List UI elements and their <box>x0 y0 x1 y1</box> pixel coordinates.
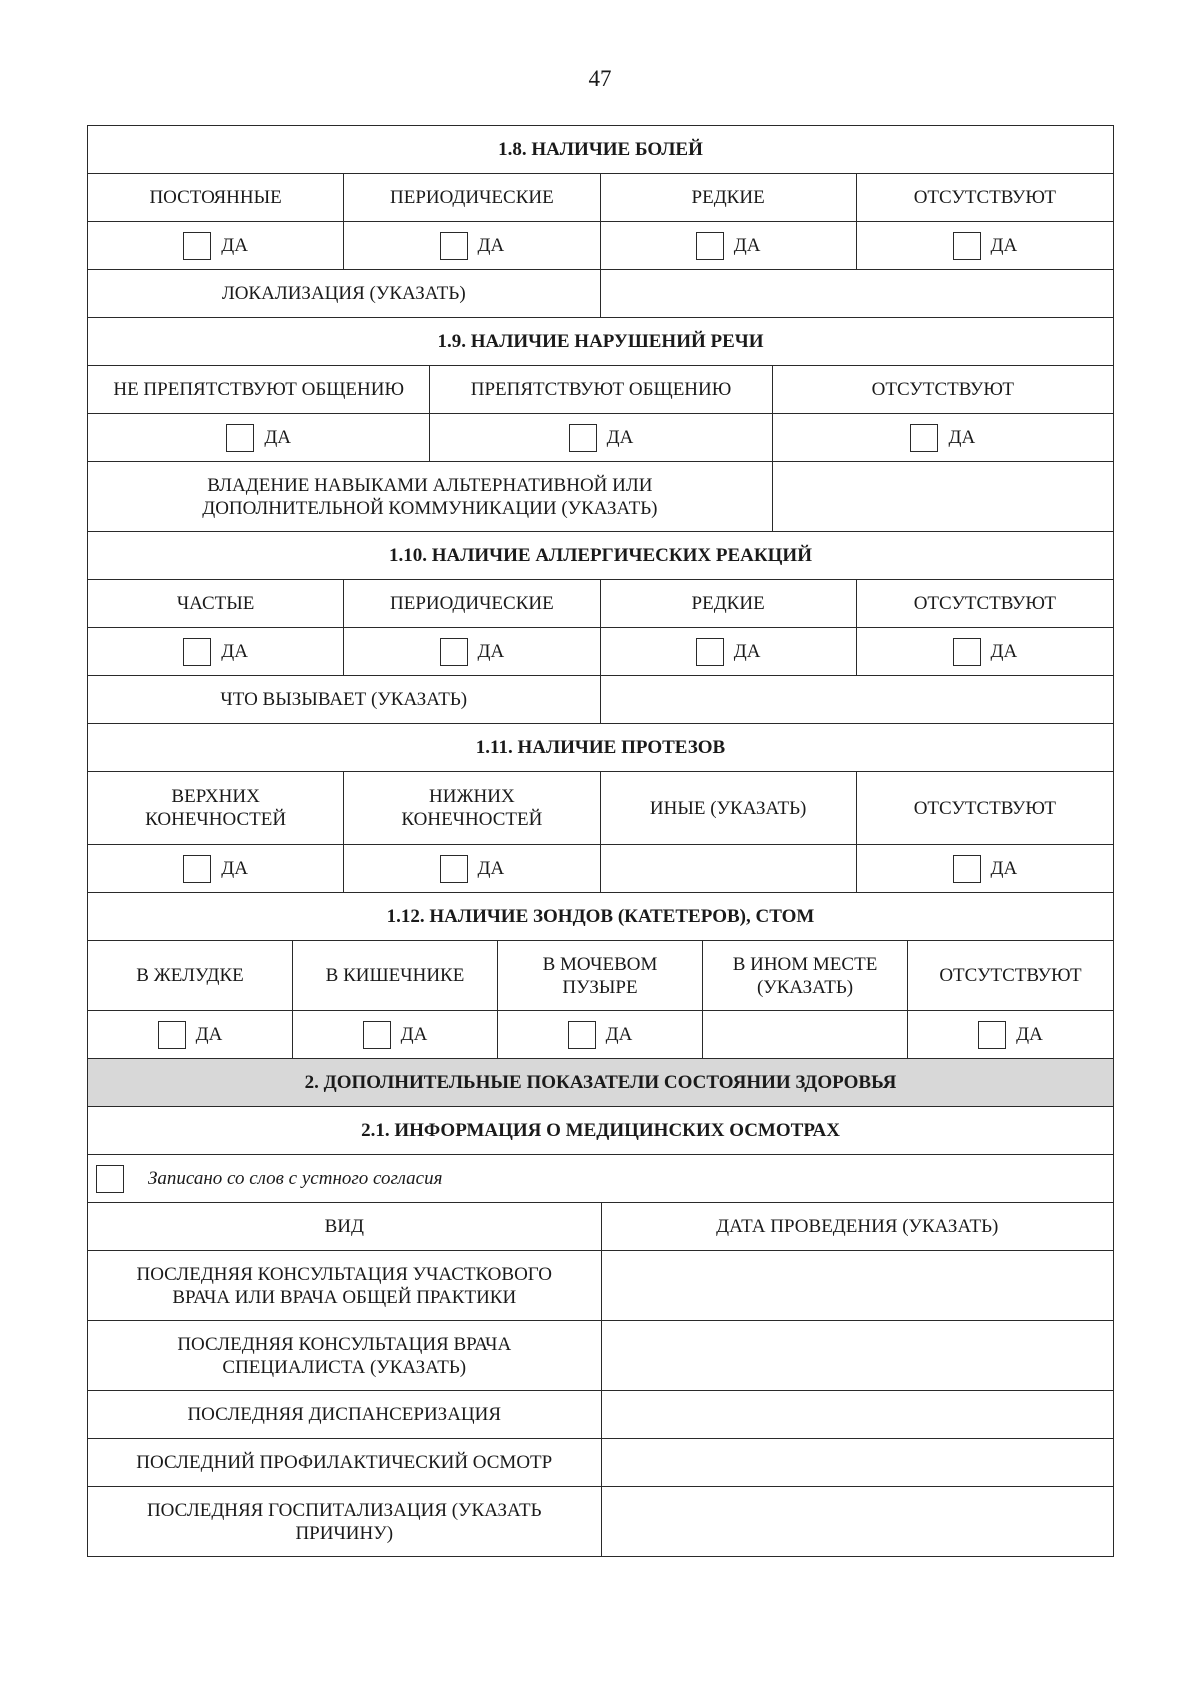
exam-date-field[interactable] <box>602 1251 1113 1320</box>
cause-label: ЧТО ВЫЗЫВАЕТ (УКАЗАТЬ) <box>88 676 601 723</box>
yes-label: ДА <box>948 427 976 448</box>
exam-row <box>87 1250 1114 1320</box>
yes-option <box>857 845 1113 892</box>
column-header: ПРЕПЯТСТВУЮТ ОБЩЕНИЮ <box>430 366 772 413</box>
section-title: 1.10. НАЛИЧИЕ АЛЛЕРГИЧЕСКИХ РЕАКЦИЙ <box>389 545 812 566</box>
label-line: ПРИЧИНУ) <box>295 1522 394 1544</box>
column-header: ПЕРИОДИЧЕСКИЕ <box>344 580 600 627</box>
checkbox[interactable] <box>158 1021 186 1049</box>
exam-row <box>87 1438 1114 1486</box>
label-line: В ИНОМ МЕСТЕ <box>732 953 878 975</box>
yes-option <box>857 222 1113 269</box>
checkbox[interactable] <box>440 232 468 260</box>
checkbox[interactable] <box>953 855 981 883</box>
yes-label: ДА <box>606 427 634 448</box>
section-1-8-columns <box>87 173 1114 221</box>
localization-field[interactable] <box>601 270 1114 317</box>
section-title: 1.11. НАЛИЧИЕ ПРОТЕЗОВ <box>475 737 726 758</box>
checkbox[interactable] <box>183 638 211 666</box>
column-header: ОТСУТСТВУЮТ <box>913 797 1057 819</box>
column-header: В ЖЕЛУДКЕ <box>88 941 293 1010</box>
page-number: 47 <box>588 66 612 91</box>
exam-type: ПОСЛЕДНЯЯ ДИСПАНСЕРИЗАЦИЯ <box>88 1391 602 1438</box>
yes-option <box>773 414 1113 461</box>
checkbox[interactable] <box>440 855 468 883</box>
yes-option <box>88 1011 293 1058</box>
label-line: СПЕЦИАЛИСТА (УКАЗАТЬ) <box>222 1356 467 1378</box>
exam-date-field[interactable] <box>602 1487 1113 1556</box>
yes-label: ДА <box>1016 1024 1043 1045</box>
section-1-10-cause <box>87 675 1114 723</box>
column-header: ОТСУТСТВУЮТ <box>871 379 1014 400</box>
checkbox[interactable] <box>183 232 211 260</box>
column-header: ОТСУТСТВУЮТ <box>939 965 1082 986</box>
alt-communication-label <box>88 462 773 531</box>
yes-option <box>88 845 344 892</box>
yes-option <box>344 845 600 892</box>
yes-label: ДА <box>400 1024 428 1045</box>
exam-date-field[interactable] <box>602 1391 1113 1438</box>
yes-label: ДА <box>477 235 505 256</box>
column-header <box>88 772 344 844</box>
exam-row <box>87 1486 1114 1557</box>
section-1-9-alt-communication <box>87 461 1114 531</box>
column-header: ДАТА ПРОВЕДЕНИЯ (УКАЗАТЬ) <box>716 1216 999 1237</box>
section-1-9-columns <box>87 365 1114 413</box>
column-header: ИНЫЕ (УКАЗАТЬ) <box>601 772 857 844</box>
column-header: РЕДКИЕ <box>601 580 857 627</box>
cause-field[interactable] <box>601 676 1114 723</box>
yes-label: ДА <box>477 858 505 879</box>
yes-option <box>857 628 1113 675</box>
exams-table-header <box>87 1202 1114 1250</box>
yes-label: ДА <box>221 641 248 662</box>
label-line: НИЖНИХ <box>429 786 515 807</box>
section-1-11-answers <box>87 844 1114 892</box>
label-line: ВЛАДЕНИЕ НАВЫКАМИ АЛЬТЕРНАТИВНОЙ ИЛИ <box>207 474 653 496</box>
yes-label: ДА <box>605 1024 633 1045</box>
section-1-10-columns <box>87 579 1114 627</box>
yes-label: ДА <box>221 858 248 879</box>
yes-option <box>88 628 344 675</box>
consent-option <box>88 1155 1113 1202</box>
checkbox[interactable] <box>363 1021 391 1049</box>
checkbox[interactable] <box>226 424 254 452</box>
section-1-9-answers <box>87 413 1114 461</box>
health-form <box>87 125 1114 1557</box>
exam-date-field[interactable] <box>602 1439 1113 1486</box>
column-header <box>498 941 703 1010</box>
column-header: РЕДКИЕ <box>601 174 857 221</box>
checkbox[interactable] <box>568 1021 596 1049</box>
yes-label: ДА <box>195 1024 223 1045</box>
label-line: ВЕРХНИХ <box>171 786 260 807</box>
checkbox[interactable] <box>953 638 981 666</box>
consent-row <box>87 1154 1114 1202</box>
alt-communication-field[interactable] <box>773 462 1113 531</box>
checkbox[interactable] <box>953 232 981 260</box>
checkbox[interactable] <box>569 424 597 452</box>
yes-option <box>88 414 430 461</box>
section-1-11-columns <box>87 771 1114 844</box>
exam-type: ПОСЛЕДНИЙ ПРОФИЛАКТИЧЕСКИЙ ОСМОТР <box>88 1439 602 1486</box>
section-1-12-answers <box>87 1010 1114 1058</box>
other-prosthesis-field[interactable] <box>601 845 857 892</box>
label-line: ПОСЛЕДНЯЯ ГОСПИТАЛИЗАЦИЯ (УКАЗАТЬ <box>146 1499 542 1521</box>
exam-type <box>88 1321 602 1390</box>
yes-label: ДА <box>990 235 1018 256</box>
section-1-8-answers <box>87 221 1114 269</box>
yes-label: ДА <box>990 858 1018 879</box>
section-1-8-localization <box>87 269 1114 317</box>
label-line: ПУЗЫРЕ <box>562 976 638 998</box>
checkbox[interactable] <box>978 1021 1006 1049</box>
section-1-10-header <box>87 531 1114 579</box>
yes-option <box>498 1011 703 1058</box>
yes-option <box>344 628 600 675</box>
yes-label: ДА <box>733 235 761 256</box>
exam-type <box>88 1251 602 1320</box>
section-title: 1.12. НАЛИЧИЕ ЗОНДОВ (КАТЕТЕРОВ), СТОМ <box>386 906 815 927</box>
exam-date-field[interactable] <box>602 1321 1113 1390</box>
label-line: ПОСЛЕДНЯЯ КОНСУЛЬТАЦИЯ ВРАЧА <box>177 1333 512 1355</box>
section-1-8-header <box>87 125 1114 173</box>
yes-option <box>601 222 857 269</box>
column-header: ОТСУТСТВУЮТ <box>913 593 1057 614</box>
label-line: КОНЕЧНОСТЕЙ <box>401 809 543 830</box>
yes-option <box>430 414 772 461</box>
checkbox[interactable] <box>696 638 724 666</box>
yes-label: ДА <box>264 427 292 448</box>
label-line: (УКАЗАТЬ) <box>756 976 854 998</box>
section-title: 1.8. НАЛИЧИЕ БОЛЕЙ <box>498 139 703 160</box>
label-line: ДОПОЛНИТЕЛЬНОЙ КОММУНИКАЦИИ (УКАЗАТЬ) <box>202 497 658 519</box>
section-1-12-columns <box>87 940 1114 1010</box>
consent-checkbox[interactable] <box>96 1165 124 1193</box>
label-line: В МОЧЕВОМ <box>542 953 658 975</box>
column-header: ПОСТОЯННЫЕ <box>88 174 344 221</box>
column-header: ОТСУТСТВУЮТ <box>913 187 1057 208</box>
column-header <box>703 941 908 1010</box>
yes-option <box>601 628 857 675</box>
yes-label: ДА <box>477 641 505 662</box>
section-title: 2. ДОПОЛНИТЕЛЬНЫЕ ПОКАЗАТЕЛИ СОСТОЯНИИ ЗДОРОВЬЯ <box>304 1072 897 1093</box>
yes-label: ДА <box>221 235 248 256</box>
column-header: ЧАСТЫЕ <box>88 580 344 627</box>
label-line: ПОСЛЕДНЯЯ КОНСУЛЬТАЦИЯ УЧАСТКОВОГО <box>136 1263 553 1285</box>
checkbox[interactable] <box>440 638 468 666</box>
exam-type <box>88 1487 602 1556</box>
section-2-1-header <box>87 1106 1114 1154</box>
yes-option <box>908 1011 1113 1058</box>
column-header: НЕ ПРЕПЯТСТВУЮТ ОБЩЕНИЮ <box>88 366 430 413</box>
section-1-12-header <box>87 892 1114 940</box>
checkbox[interactable] <box>696 232 724 260</box>
column-header: ВИД <box>88 1203 602 1250</box>
section-1-11-header <box>87 723 1114 771</box>
exam-row <box>87 1390 1114 1438</box>
checkbox[interactable] <box>910 424 938 452</box>
label-line: ВРАЧА ИЛИ ВРАЧА ОБЩЕЙ ПРАКТИКИ <box>172 1286 517 1308</box>
column-header: В КИШЕЧНИКЕ <box>293 941 498 1010</box>
yes-option <box>88 222 344 269</box>
section-title: 2.1. ИНФОРМАЦИЯ О МЕДИЦИНСКИХ ОСМОТРАХ <box>361 1120 840 1141</box>
consent-label: Записано со слов с устного согласия <box>148 1168 443 1189</box>
label-line: КОНЕЧНОСТЕЙ <box>145 809 287 830</box>
section-1-10-answers <box>87 627 1114 675</box>
column-header: ПЕРИОДИЧЕСКИЕ <box>344 174 600 221</box>
yes-option <box>344 222 600 269</box>
yes-label: ДА <box>733 641 761 662</box>
section-title: 1.9. НАЛИЧИЕ НАРУШЕНИЙ РЕЧИ <box>437 331 764 352</box>
column-header <box>344 772 600 844</box>
exam-row <box>87 1320 1114 1390</box>
section-2-header <box>87 1058 1114 1106</box>
other-location-field[interactable] <box>703 1011 908 1058</box>
localization-label: ЛОКАЛИЗАЦИЯ (УКАЗАТЬ) <box>88 270 601 317</box>
yes-label: ДА <box>990 641 1018 662</box>
checkbox[interactable] <box>183 855 211 883</box>
section-1-9-header <box>87 317 1114 365</box>
yes-option <box>293 1011 498 1058</box>
